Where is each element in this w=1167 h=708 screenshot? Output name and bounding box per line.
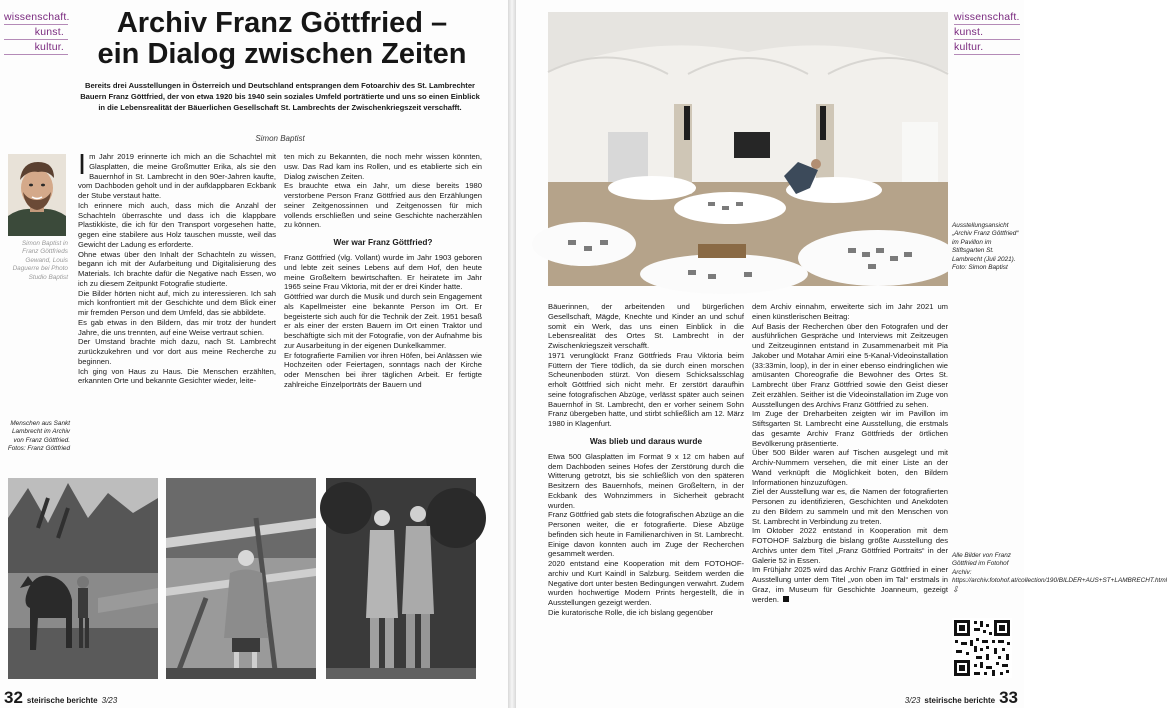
- body-paragraph: Die kuratorische Rolle, die ich bislang gegenüber: [548, 607, 714, 617]
- body-paragraph: Die Bilder hörten nicht auf, mich zu interessieren. Ich sah mich konfrontiert mit der Geschichte und dem Blick einer mir fremden Person und dem Umfeld, das sie abbildete.: [78, 288, 276, 317]
- issue-number: 3/23: [101, 696, 118, 705]
- body-paragraph: ten mich zu Bekannten, die noch mehr wissen könnten, usw. Das Rad kam ins Rollen, und es etablierte sich ein Dialog zwischen Zeiten.: [284, 152, 482, 181]
- photos-caption: Menschen aus Sankt Lambrecht im Archiv von Franz Göttfried. Fotos: Franz Göttfried: [7, 420, 70, 453]
- brand-line: kunst.: [4, 25, 68, 40]
- body-paragraph: Im Jahr 2019 erinnerte ich mich an die Schachtel mit Glasplatten, die meine Großmutter Erika, als sie den Bauernhof in St. Lambrecht in den 90er-Jahren kaufte, vom Dachboden geholt und in der aufklappbaren Eckbank der Stube verstaut hatte.: [78, 149, 276, 200]
- article-lead: Bereits drei Ausstellungen in Österreich und Deutschland entsprangen dem Fotoarchiv des St. Lambrechter Bauern Franz Göttfried, der von etwa 1920 bis 1940 sein soziales Umfeld porträtierte und uns so einen Einblick in die Lebensrealität der Bäuerlichen Gesellschaft St. Lambrechts der Zwischenkriegszeit verschafft.: [80, 81, 480, 113]
- section-brand: [954, 10, 1020, 55]
- section-heading: Wer war Franz Göttfried?: [333, 237, 433, 247]
- body-paragraph: Franz Göttfried gab stets die fotografischen Abzüge an die Personen weiter, die er fotografierte. Diese Abzüge befinden sich heute in Familienarchiven in St. Lambrecht. Einige davon konnten auch im Zuge der Recherchen gesammelt werden.: [548, 510, 744, 559]
- body-paragraph: Im Oktober 2022 entstand in Kooperation mit dem FOTOHOF Salzburg die bislang größte Ausstellung des Archivs unter dem Titel „Franz Göttfried Portraits“ in der Galerie 52 in Essen.: [752, 526, 948, 565]
- body-paragraph: Er fotografierte Familien vor ihren Höfen, bei Anlässen wie Hochzeiten oder Feiertagen, sonntags nach der Kirche oder Menschen bei ihrer täglichen Arbeit. Er fertigte zahlreiche Einzelporträts der Bauern und: [284, 350, 482, 389]
- brand-line: wissenschaft.: [4, 11, 70, 23]
- body-paragraph: dem Archiv einnahm, erweiterte sich im Jahr 2021 um einen künstlerischen Beitrag:: [752, 302, 948, 321]
- brand-line: kultur.: [4, 40, 68, 55]
- magazine-name: steirische berichte: [924, 696, 996, 705]
- left-page: [0, 0, 508, 708]
- body-column-4: [752, 302, 948, 604]
- issue-number: 3/23: [904, 696, 921, 705]
- body-paragraph: Ohne etwas über den Inhalt der Schachteln zu wissen, begann ich mit der Aufarbeitung und Digitalisierung des Materials. Ich brachte dafür die Negative nach Essen, wo ich zu diesem Zeitpunkt Fotografie studierte.: [78, 249, 276, 288]
- body-paragraph: Ziel der Ausstellung war es, die Namen der fotografierten Personen zu identifizieren, Geschichten und Anekdoten zu den Bildern zu sammeln und mit den Menschen von St. Lambrecht in Verbindung zu treten.: [752, 487, 948, 526]
- portrait-caption: Simon Baptist in Franz Göttfrieds Gewand, Louis Daguerre bei Photo Studio Baptist: [12, 240, 68, 281]
- page-number: 33: [999, 688, 1018, 707]
- body-paragraph: Ich ging von Haus zu Haus. Die Menschen erzählten, erkannten Orte und bekannte Gesichter wieder, leite-: [78, 366, 276, 386]
- body-paragraph: Franz Göttfried (vlg. Vollant) wurde im Jahr 1903 geboren und lebte zeit seines Lebens auf dem Hof, den heute meine Großeltern bewirtschaften. Er heiratete im Jahr 1965 seine Frau Viktoria, mit der er drei Kinder hatte.: [284, 253, 482, 292]
- body-paragraph: Bäuerinnen, der arbeitenden und bürgerlichen Gesellschaft, Mägde, Knechte und Kinder an und schuf somit ein Werk, das uns einen Einblick in die Lebensrealität des Ortes St. Lambrecht in der Zwischenkriegszeit verschafft.: [548, 302, 744, 350]
- exhibition-view-photo: [548, 12, 948, 286]
- article-author: Simon Baptist: [255, 134, 305, 143]
- body-paragraph: Ich erinnere mich auch, dass mich die Anzahl der Schachteln überraschte und dass ich die klappbare Plastikkiste, die ich für den Transport vorgesehen hatte, gegen eine stabilere aus Holz tauschen musste, weil das Gewicht der Ladung es erforderte.: [78, 200, 276, 249]
- body-paragraph: Göttfried war durch die Musik und durch sein Engagement als Kapellmeister eine bekannte Person im Ort. Er begeisterte sich auch für die Technik der Zeit. 1951 besaß er als einer der ersten Bauern im Ort einen Traktor und beschäftigte sich mit der Fotografie, von der Aufnahme bis zur Ausarbeitung in der eigenen Dunkelkammer.: [284, 292, 482, 350]
- brand-line: wissenschaft.: [954, 11, 1020, 23]
- body-paragraph: Der Umstand brachte mich dazu, nach St. Lambrecht zurückzukehren und vor dort aus meine Recherche zu beginnen.: [78, 337, 276, 366]
- article-title: [72, 8, 492, 70]
- end-of-article-mark: [783, 596, 789, 602]
- arrow-down-icon: ⇩: [952, 584, 959, 594]
- credit-caption: Alle Bilder von Franz Göttfried im Fotohof Archiv: https://archiv.fotohof.at/collection/190/BILDER+AUS+ST+LAMBRECHT.html ⇩: [952, 552, 1167, 594]
- spine-gutter: [508, 0, 516, 708]
- body-paragraph: Es brauchte etwa ein Jahr, um diese bereits 1980 verstorbene Person Franz Göttfried aus den Erzählungen seiner Zeitgenossinnen und Zeitgenossen für mich vollends erschließen und seine Geschichte nacherzählen zu können.: [284, 181, 482, 230]
- section-brand: [4, 10, 68, 55]
- body-paragraph: Im Frühjahr 2025 wird das Archiv Franz Göttfried in einer Ausstellung unter dem Titel „von oben im Tal“ erstmals in Graz, im Museum für Geschichte Joanneum, gezeigt werden.: [752, 565, 948, 604]
- brand-line: kultur.: [954, 40, 1020, 55]
- archive-photo-woman: [166, 478, 316, 679]
- right-page: [516, 0, 1167, 708]
- archive-photo-horse: [8, 478, 158, 679]
- author-portrait-photo: [8, 154, 66, 236]
- body-column-2: [284, 152, 482, 390]
- body-column-3: [548, 302, 744, 618]
- page-number: 32: [4, 688, 23, 707]
- body-paragraph: Etwa 500 Glasplatten im Format 9 x 12 cm haben auf dem Dachboden seines Hofes der Zerstörung durch die Witterung getrotzt, bis sie schließlich von den späteren Besitzern des Bauernhofs, meinen Großeltern, in der Eckbank des Wohnzimmers in Sicherheit gebracht wurden.: [548, 451, 744, 510]
- body-paragraph: Es gab etwas in den Bildern, das mir trotz der hundert Jahre, die uns trennten, auf eine Weise vertraut schien.: [78, 317, 276, 337]
- body-paragraph: 2020 entstand eine Kooperation mit dem FOTOHOF-archiv und Kurt Kaindl in Salzburg. Seitdem werden die Negative dort unter besten Bedingungen verwahrt. Zudem wurden hochwertige Modern Prints hergestellt, die in Ausstellungen gezeigt werden.: [548, 559, 744, 607]
- drop-cap: I: [78, 149, 87, 181]
- page-folio-right: [905, 688, 1018, 708]
- qr-code[interactable]: [952, 618, 1012, 678]
- body-paragraph: 1971 verunglückt Franz Göttfrieds Frau Viktoria beim Füttern der Tiere tödlich, da sie durch einen morschen Scheunenboden stürzt. Von diesem Schicksalsschlag erholt Göttfried sich nicht mehr. Er zerstört daraufhin seine fotografischen Abzüge, verlässt später auch seinen Bauernhof in St. Lambrecht, den er vorher seinem Sohn Franz übergeben hatte, und stirbt schließlich am 12. März 1980 in Klagenfurt.: [548, 350, 744, 428]
- archive-photo-two-men: [326, 478, 476, 679]
- body-column-1: [78, 149, 276, 386]
- exhibition-caption: Ausstellungsansicht „Archiv Franz Göttfried“ im Pavillon im Stiftsgarten St. Lambrecht (Juli 2021). Foto: Simon Baptist: [952, 222, 1019, 272]
- magazine-name: steirische berichte: [26, 696, 98, 705]
- body-paragraph: Über 500 Bilder waren auf Tischen ausgelegt und mit Archiv-Nummern versehen, die mit einer Liste an der Wand verknüpft die Möglichkeit boten, den Bildern Informationen hinzuzufügen.: [752, 448, 948, 487]
- section-heading: Was blieb und daraus wurde: [589, 435, 703, 446]
- page-folio-left: [4, 688, 117, 708]
- title-line-1: Archiv Franz Göttfried –: [116, 7, 448, 39]
- title-line-2: ein Dialog zwischen Zeiten: [97, 38, 467, 70]
- body-paragraph: Auf Basis der Recherchen über den Fotografen und der ausführlichen Gespräche und Interviews mit Zeitzeugen und Zeitzeuginnen entstand in Zusammenarbeit mit Pia Jakober und Motahar Amiri eine 5-Kanal-Videoinstallation (33:33min, loop), in der in einer ebenso eindringlichen wie amüsanten Choreografie die Bewohner des Ortes St. Lambrecht über Franz Göttfried sowie den Geist dieser Zeit erzählen. Seither ist die Videoinstallation im Zuge von Ausstellungen des Archivs Franz Göttfried zu sehen.: [752, 321, 948, 409]
- body-paragraph: Im Zuge der Dreharbeiten zeigten wir im Pavillon im Stiftsgarten St. Lambrecht eine Ausstellung, die erstmals das gesamte Archiv Franz Göttfrieds der örtlichen Bevölkerung präsentierte.: [752, 409, 948, 448]
- brand-line: kunst.: [954, 25, 1020, 40]
